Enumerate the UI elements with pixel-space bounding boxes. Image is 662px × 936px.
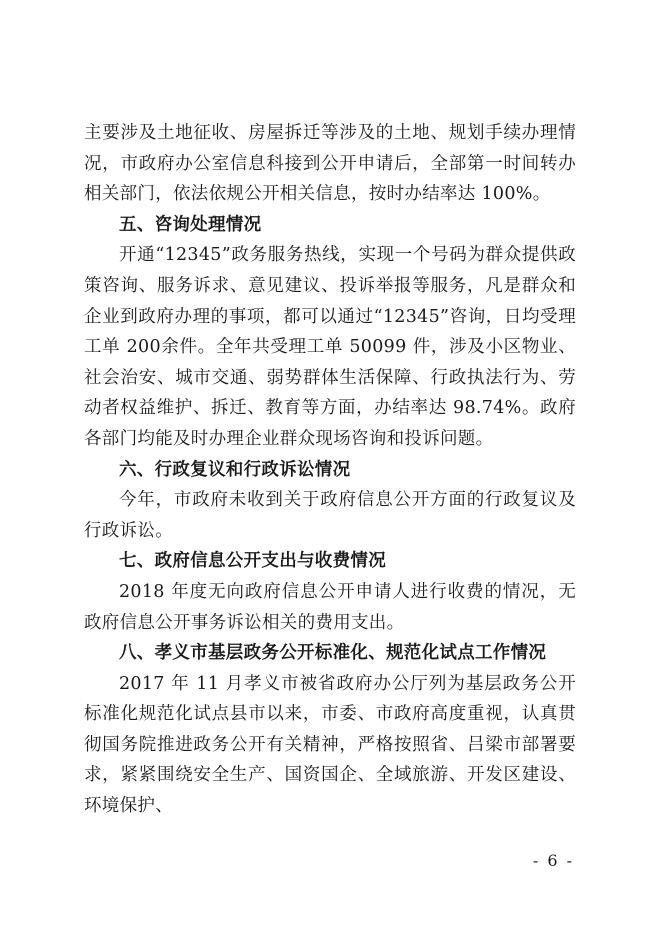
paragraph-section-7: 2018 年度无向政府信息公开申请人进行收费的情况，无政府信息公开事务诉讼相关的费用支出。 [84, 581, 576, 633]
paragraph-section-5: 开通“12345”政务服务热线，实现一个号码为群众提供政策咨询、服务诉求、意见建议、投诉举报等服务，凡是群众和企业到政府办理的事项，都可以通过“12345”咨询，日均受理工单 200余件。全年共受理工单 50099 件，涉及小区物业、社会治安、城市交通、弱势群体生活保障、行政执法行为、劳动者权益维护、拆迁、教育等方面，办结率达 98.74%。政府各部门均能及时办理企业群众现场咨询和投诉问题。 [84, 245, 576, 449]
page-number: - 6 - [532, 851, 574, 870]
section-heading-6: 六、行政复议和行政诉讼情况 [119, 459, 351, 480]
section-heading-8: 八、孝义市基层政务公开标准化、规范化试点工作情况 [119, 643, 547, 664]
section-heading-5: 五、咨询处理情况 [119, 214, 262, 235]
paragraph-section-8: 2017 年 11 月孝义市被省政府办公厅列为基层政务公开标准化规范化试点县市以来，市委、市政府高度重视，认真贯彻国务院推进政务公开有关精神，严格按照省、吕梁市部署要求，紧紧围绕安全生产、国资国企、全域旅游、开发区建设、环境保护、 [84, 673, 576, 817]
paragraph-intro: 主要涉及土地征收、房屋拆迁等涉及的土地、规划手续办理情况，市政府办公室信息科接到公开申请后，全部第一时间转办相关部门，依法依规公开相关信息，按时办结率达 100%。 [84, 123, 576, 205]
section-heading-7: 七、政府信息公开支出与收费情况 [119, 551, 386, 572]
document-page [84, 118, 576, 822]
paragraph-section-6: 今年，市政府未收到关于政府信息公开方面的行政复议及行政诉讼。 [84, 490, 576, 541]
